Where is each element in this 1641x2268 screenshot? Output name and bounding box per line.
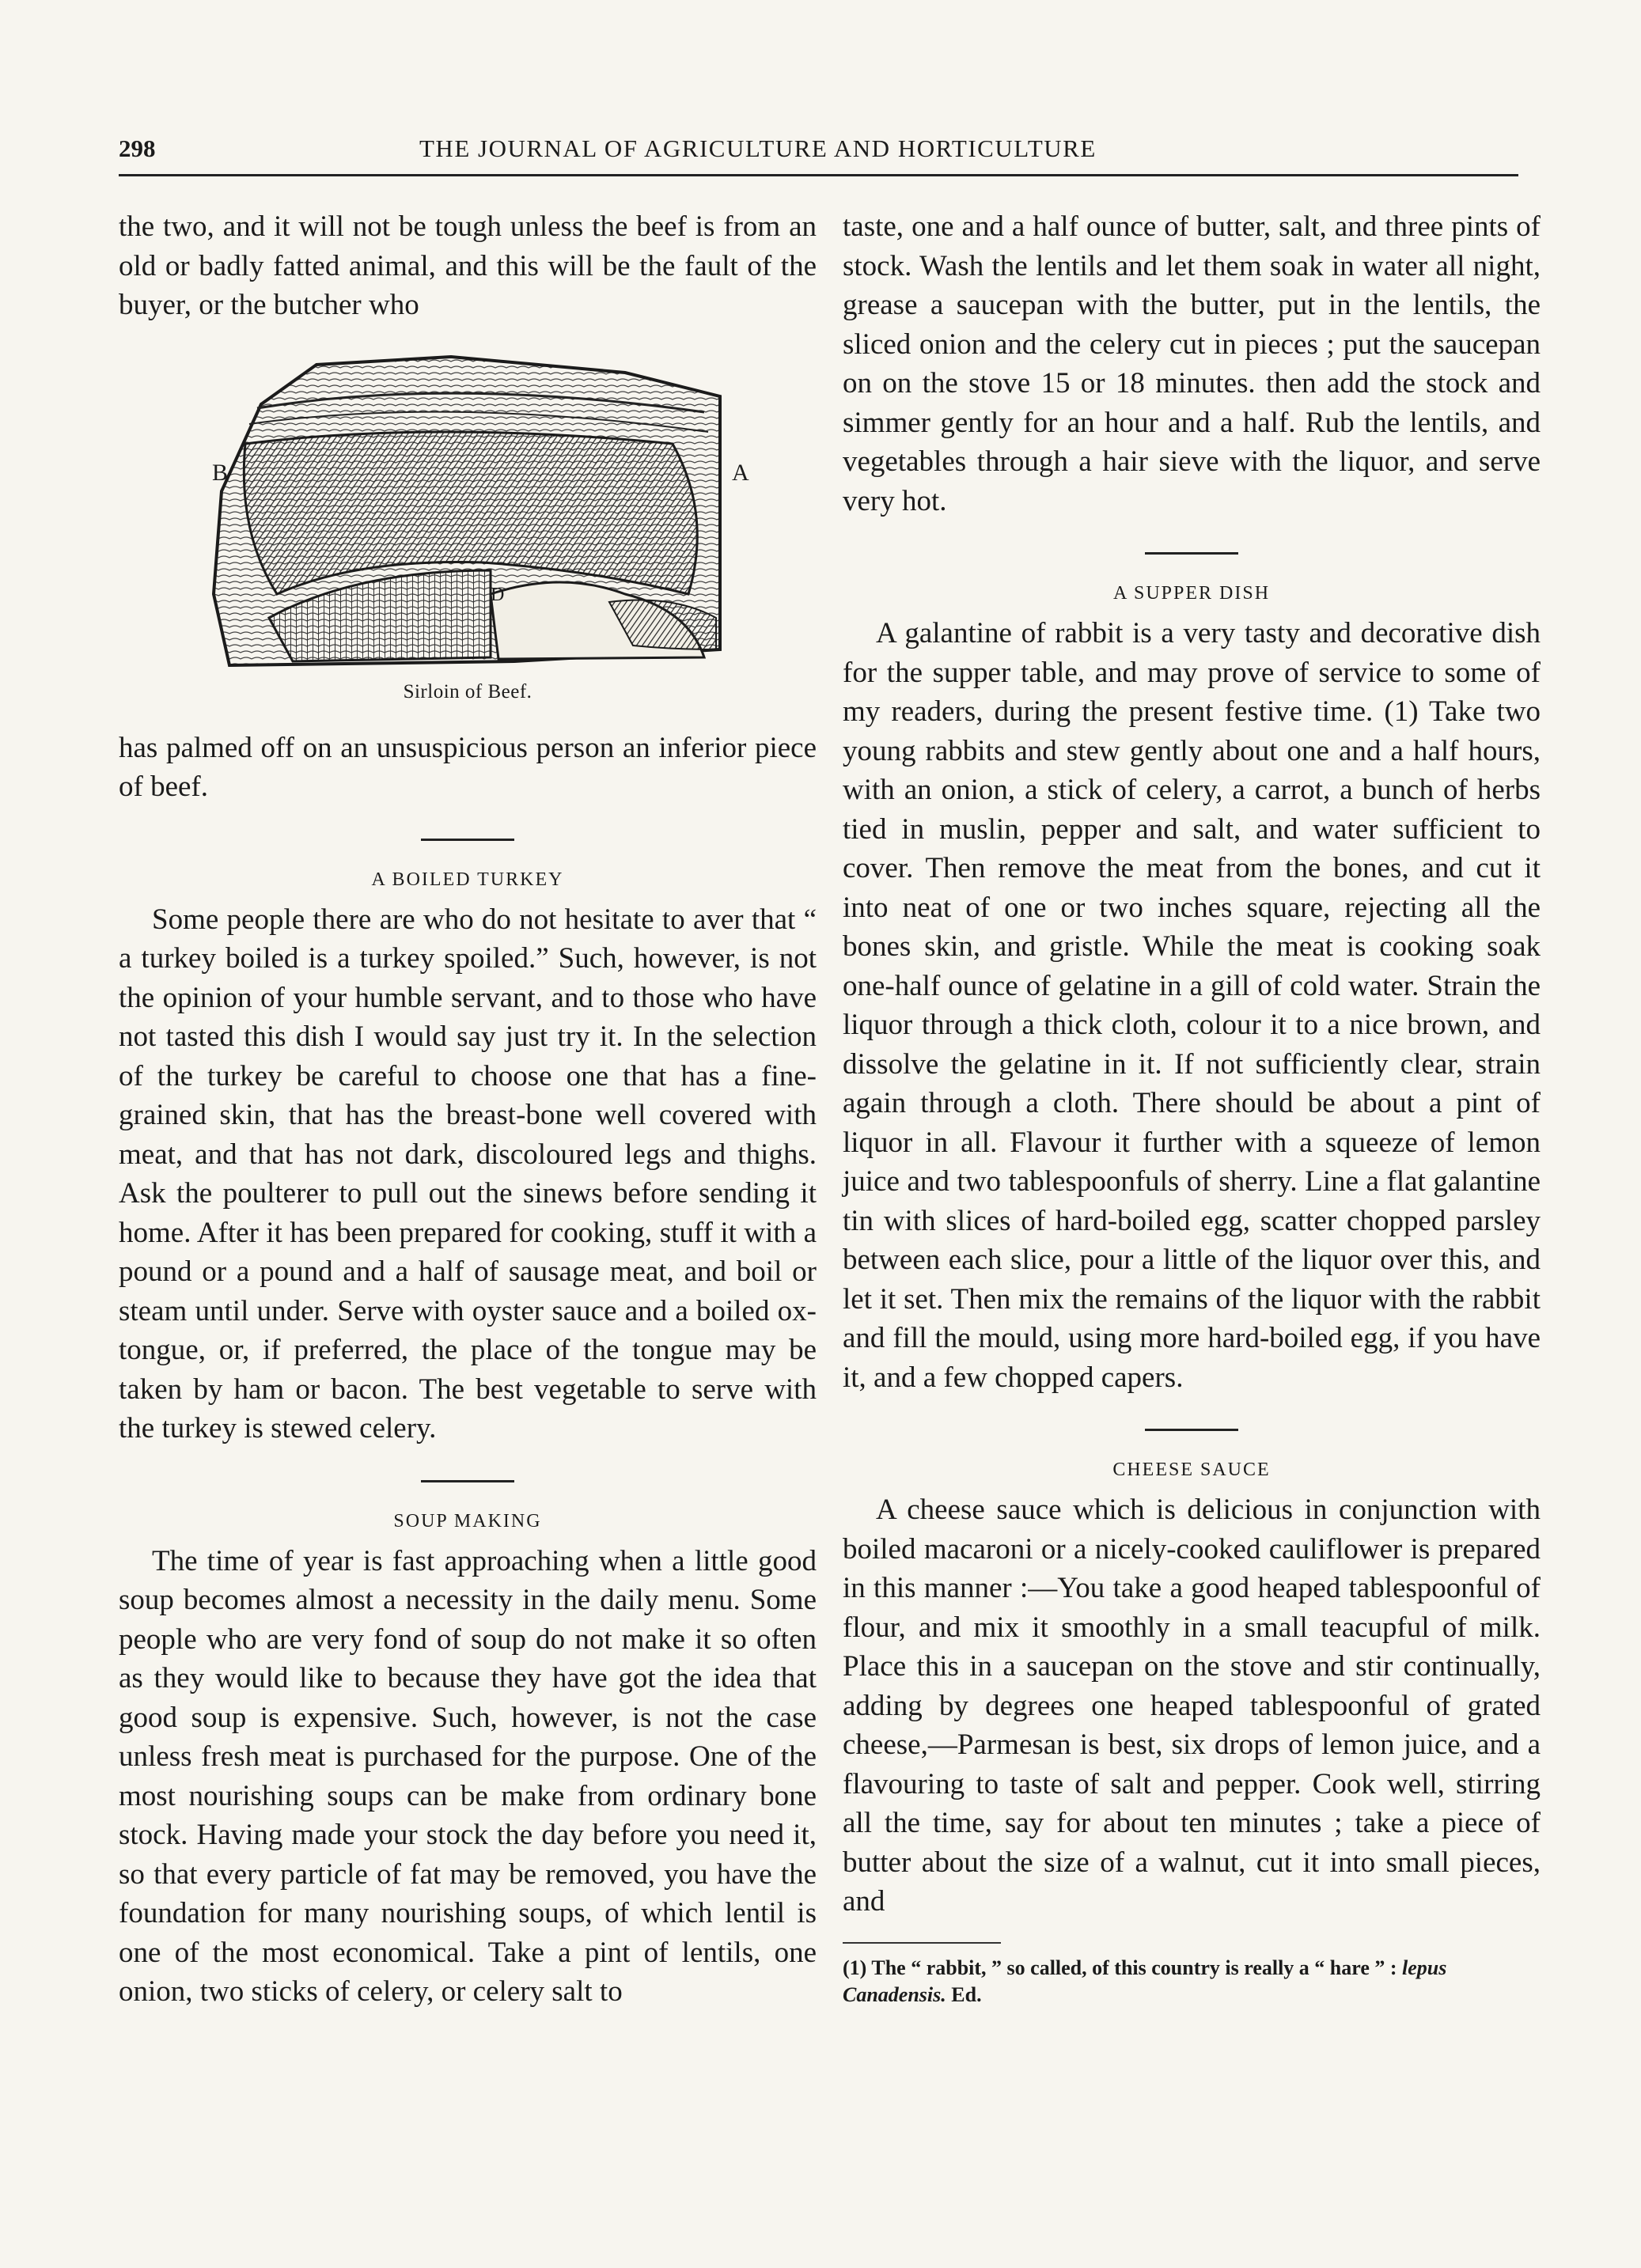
footnote-divider [843,1942,1001,1944]
left-column [119,207,817,2012]
sirloin-figure [119,333,817,721]
section-divider [421,1480,514,1482]
soup-making-paragraph: The time of year is fast approaching when a little good soup becomes almost a necessity in the daily menu. Some people who are very fond of soup do not make it so often as they would like to because they have got the idea that good soup is expensive. Such, however, is not the case unless fresh meat is purchased for the purpose. One of the most nourishing soups can be make from ordinary bone stock. Having made your stock the day before you need it, so that every particle of fat may be removed, you have the foundation for many nourishing soups, of which lentil is one of the most economical. Take a pint of lentils, one onion, two sticks of celery, or celery salt to [119,1544,817,2008]
footnote-latin-name: lepus Canadensis. [843,1956,1447,2006]
supper-dish-heading: A SUPPER DISH [1112,583,1271,604]
page-header [119,134,1518,176]
figure-caption: Sirloin of Beef. [403,680,532,702]
soup-making-heading: SOUP MAKING [393,1510,542,1532]
footnote-text: (1) The “ rabbit, ” so called, of this country is really a “ hare ” : [843,1956,1397,1979]
section-divider [1145,552,1238,555]
figure-label-b: B [212,459,229,486]
footnote-editor: Ed. [951,1982,982,2006]
intro-paragraph: the two, and it will not be tough unless the beef is from an old or badly fatted animal, and this will be the fault of the buyer, or the butcher who [119,210,817,321]
footnote [843,1955,1541,2009]
section-divider [1145,1429,1238,1431]
boiled-turkey-paragraph: Some people there are who do not hesitate to aver that “ a turkey boiled is a turkey spoiled.” Such, however, is not the opinion of your humble servant, and to those who have not tasted this dish I would say just try it. In the selection of the turkey be careful to choose one that has a fine-grained skin, that has the breast-bone well covered with meat, and that has not dark, discoloured legs and thighs. Ask the poulterer to pull out the sinews before sending it home. After it has been prepared for cooking, stuff it with a pound or a pound and a half of sausage meat, and boil or steam until under. Serve with oyster sauce and a boiled ox-tongue, or, if preferred, the place of the tongue may be taken by ham or bacon. The best vegetable to serve with the turkey is stewed celery. [119,903,817,1444]
continuation-paragraph: taste, one and a half ounce of butter, salt, and three pints of stock. Wash the lentils and let them soak in water all night, grease a saucepan with the butter, put in the lentils, the sliced onion and the celery cut in pieces ; put the saucepan on on the stove 15 or 18 minutes. then add the stock and simmer gently for an hour and a half. Rub the lentils, and vegetables through a hair sieve with the liquor, and serve very hot. [843,210,1541,517]
after-figure-paragraph: has palmed off on an unsuspicious person an inferior piece of beef. [119,731,817,803]
boiled-turkey-heading: A BOILED TURKEY [371,869,564,890]
cheese-sauce-heading: CHEESE SAUCE [1112,1460,1271,1480]
section-divider [421,839,514,841]
supper-dish-paragraph: A galantine of rabbit is a very tasty and decorative dish for the supper table, and may prove of service to some of my readers, during the present festive time. (1) Take two young rabbits and stew gently about one and a half hours, with an onion, a stick of celery, a carrot, a bunch of herbs tied in muslin, pepper and salt, and water sufficient to cover. Then remove the meat from the bones, and cut it into neat of one or two inches square, rejecting all the bones skin, and gristle. While the meat is cooking soak one-half ounce of gelatine in a gill of cold water. Strain the liquor through a thick cloth, colour it to a nice brown, and dissolve the gelatine in it. If not sufficiently clear, strain again through a cloth. There should be about a pint of liquor in all. Flavour it further with a squeeze of lemon juice and two tablespoonfuls of sherry. Line a flat galantine tin with slices of hard-boiled egg, scatter chopped parsley between each slice, pour a little of the liquor over this, and let it set. Then mix the remains of the liquor with the rabbit and fill the mould, using more hard-boiled egg, if you have it, and a few chopped capers. [843,617,1541,1394]
figure-label-a: A [732,459,749,486]
figure-label-d: D [491,584,505,605]
right-column [843,207,1541,2009]
sirloin-illustration [119,333,817,681]
cheese-sauce-paragraph: A cheese sauce which is delicious in conjunction with boiled macaroni or a nicely-cooked cauliflower is prepared in this manner :—You take a good heaped tablespoonful of flour, and mix it smoothly in a small teacupful of milk. Place this in a saucepan on the stove and stir continually, adding by degrees one heaped tablespoonful of grated cheese,—Parmesan is best, six drops of lemon juice, and a flavouring to taste of salt and pepper. Cook well, stirring all the time, say for about ten minutes ; take a piece of butter about the size of a walnut, cut it into small pieces, and [843,1494,1541,1918]
running-title: THE JOURNAL OF AGRICULTURE AND HORTICULTURE [419,134,1097,162]
page-number: 298 [119,134,156,162]
